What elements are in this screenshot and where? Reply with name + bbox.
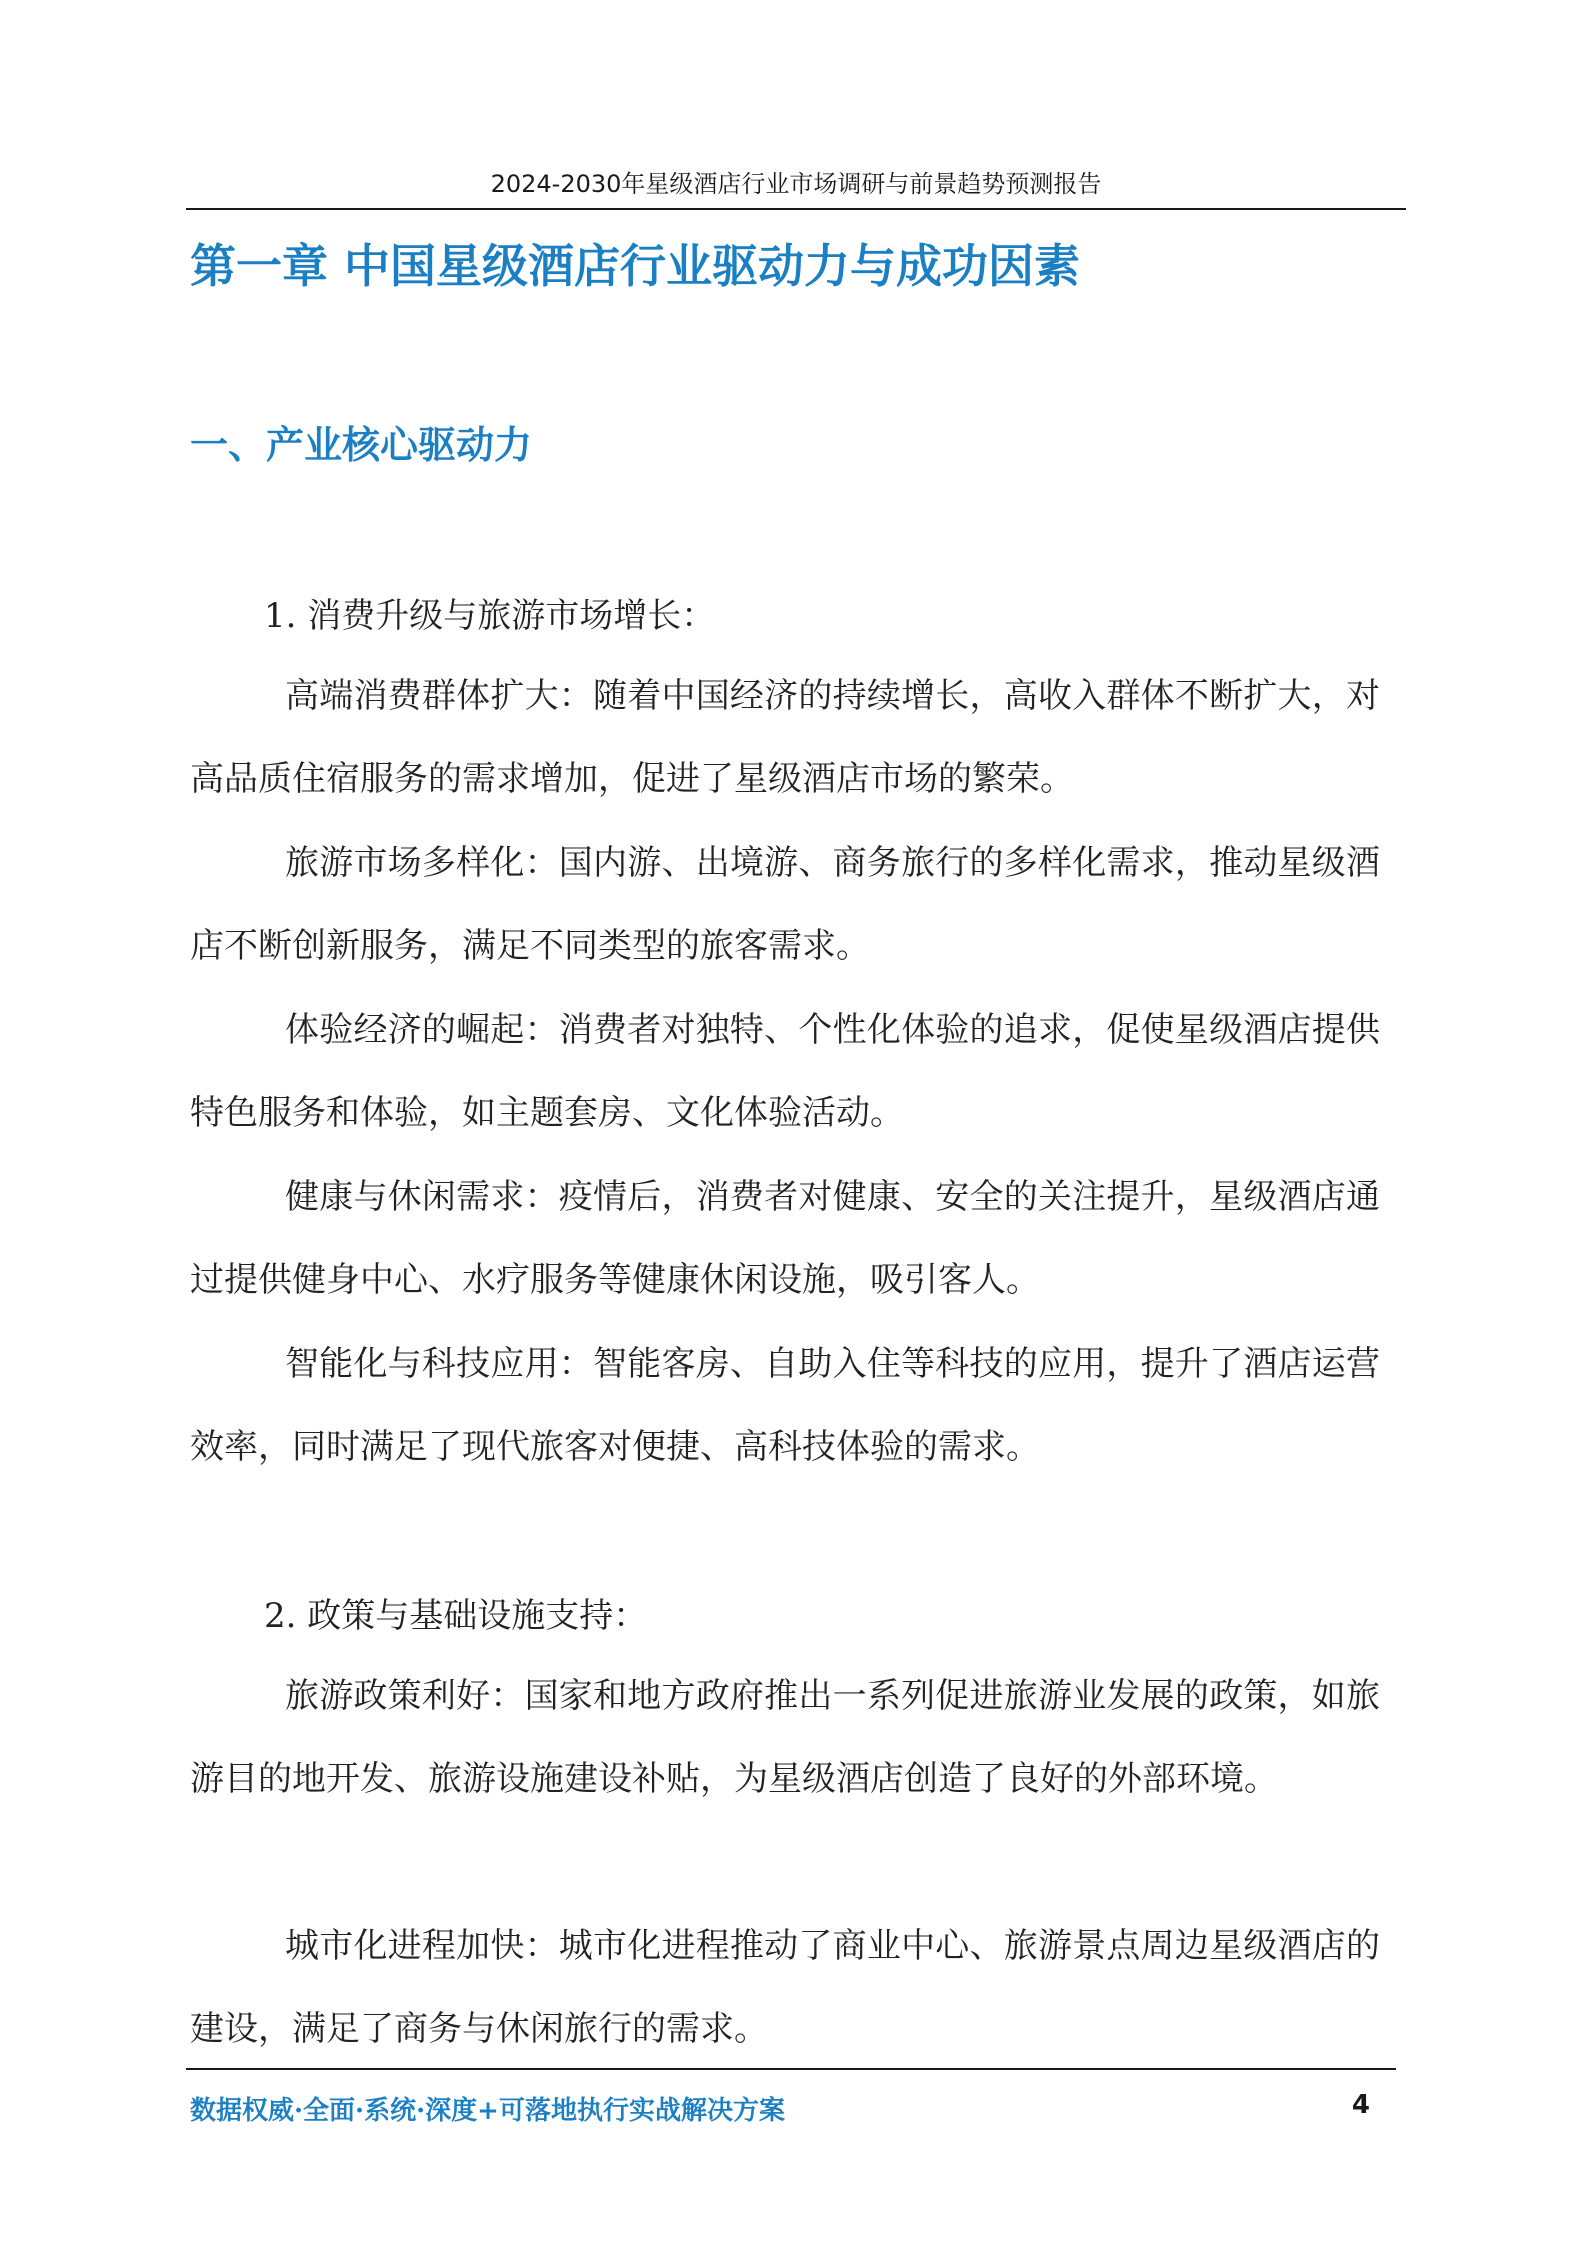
footer-slogan: 数据权威·全面·系统·深度+可落地执行实战解决方案 bbox=[190, 2096, 785, 2126]
paragraph-tourism-diversification: 旅游市场多样化：国内游、出境游、商务旅行的多样化需求，推动星级酒店不断创新服务，满足不同类型的旅客需求。 bbox=[190, 843, 1380, 966]
chapter-title: 第一章 中国星级酒店行业驱动力与成功因素 bbox=[190, 239, 1081, 293]
report-header-title: 2024-2030年星级酒店行业市场调研与前景趋势预测报告 bbox=[490, 170, 1102, 198]
page-number: 4 bbox=[1351, 2090, 1370, 2120]
paragraph-high-end-consumers: 高端消费群体扩大：随着中国经济的持续增长，高收入群体不断扩大，对高品质住宿服务的需求增加，促进了星级酒店市场的繁荣。 bbox=[190, 676, 1380, 799]
section-title: 一、产业核心驱动力 bbox=[190, 423, 533, 467]
footer-divider bbox=[186, 2068, 1396, 2070]
paragraph-health-leisure: 健康与休闲需求：疫情后，消费者对健康、安全的关注提升，星级酒店通过提供健身中心、水疗服务等健康休闲设施，吸引客人。 bbox=[190, 1177, 1380, 1300]
paragraph-smart-technology: 智能化与科技应用：智能客房、自助入住等科技的应用，提升了酒店运营效率，同时满足了现代旅客对便捷、高科技体验的需求。 bbox=[190, 1344, 1380, 1467]
paragraph-urbanization: 城市化进程加快：城市化进程推动了商业中心、旅游景点周边星级酒店的建设，满足了商务与休闲旅行的需求。 bbox=[190, 1926, 1380, 2049]
subsection-heading-1: 1. 消费升级与旅游市场增长： bbox=[264, 596, 716, 636]
paragraph-tourism-policy: 旅游政策利好：国家和地方政府推出一系列促进旅游业发展的政策，如旅游目的地开发、旅游设施建设补贴，为星级酒店创造了良好的外部环境。 bbox=[190, 1676, 1380, 1799]
paragraph-experience-economy: 体验经济的崛起：消费者对独特、个性化体验的追求，促使星级酒店提供特色服务和体验，如主题套房、文化体验活动。 bbox=[190, 1010, 1380, 1133]
header-divider bbox=[186, 208, 1406, 210]
subsection-heading-2: 2. 政策与基础设施支持： bbox=[264, 1596, 648, 1636]
